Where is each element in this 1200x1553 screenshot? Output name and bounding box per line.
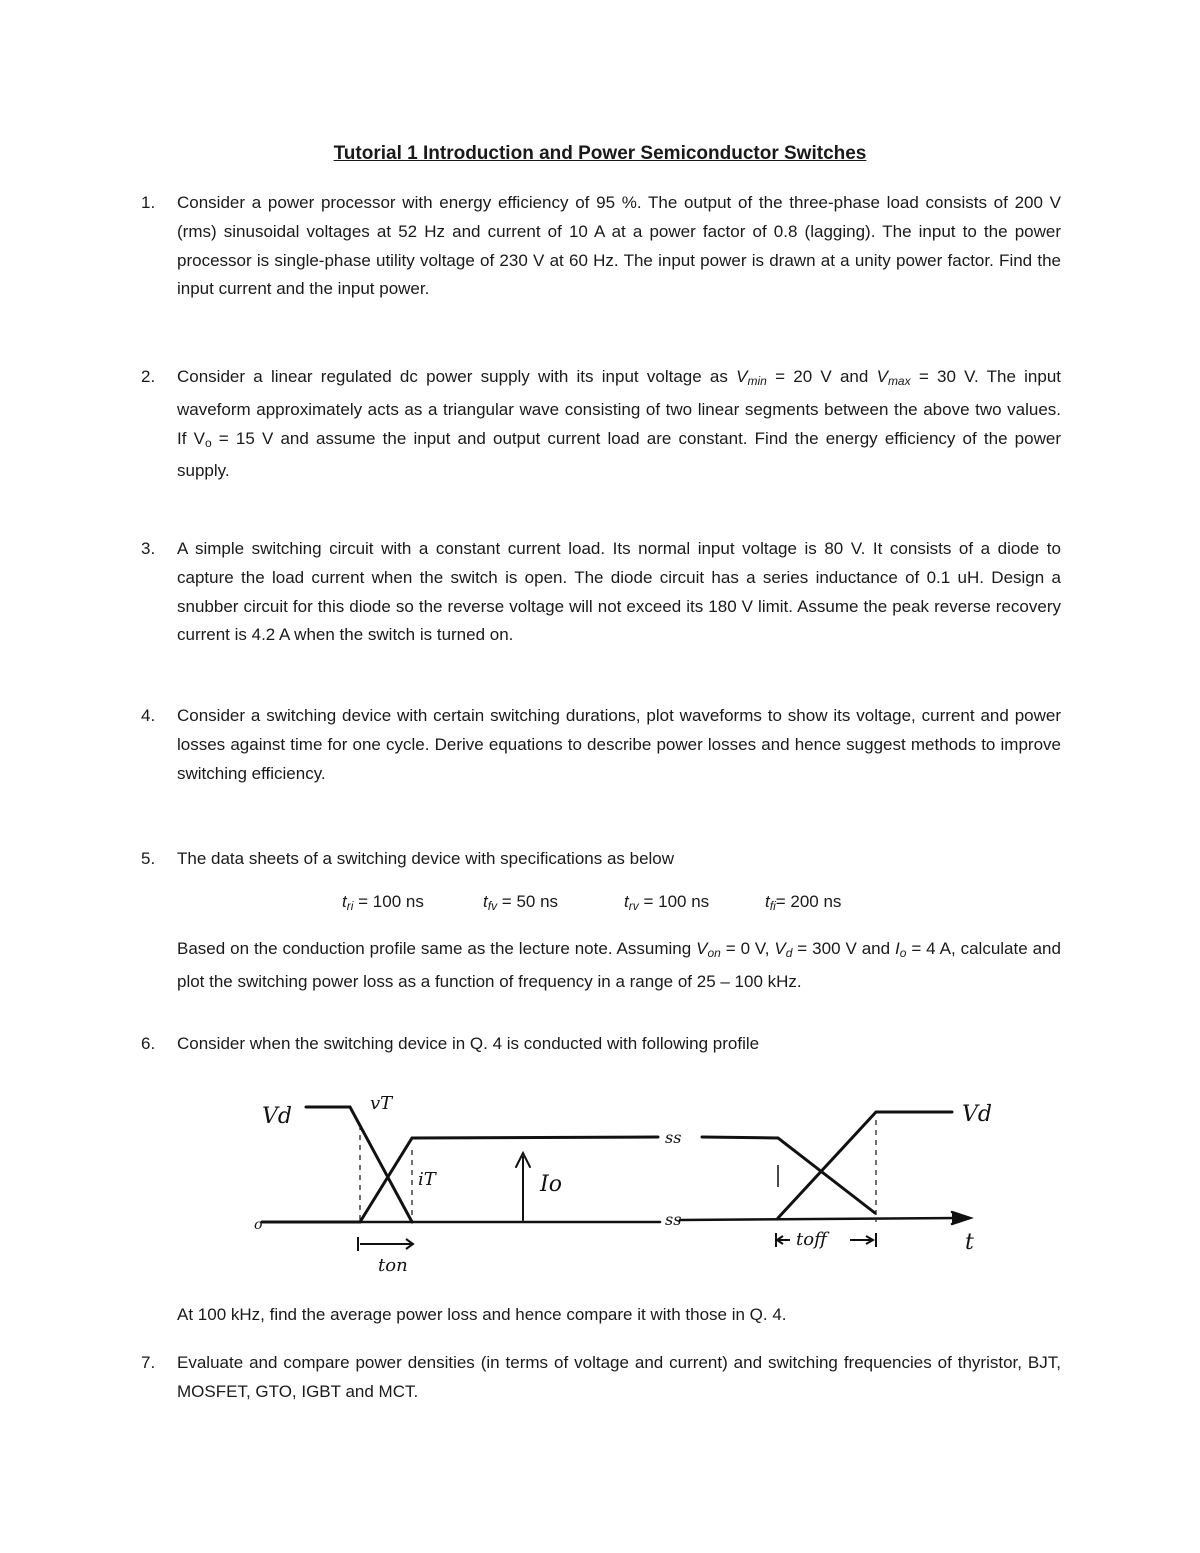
question-5-body — [141, 935, 1061, 997]
spec-tri: $t_{ri} = 100$ ns — [342, 892, 424, 913]
question-6-followup: At 100 kHz, find the average power loss and hence compare it with those in Q. 4. — [177, 1305, 787, 1324]
spec-trv: $t_{rv} = 100$ ns — [624, 892, 710, 913]
question-number: 5. — [141, 849, 156, 868]
page-title: Tutorial 1 Introduction and Power Semiconductor Switches — [333, 143, 867, 164]
question-5 — [141, 845, 1061, 874]
vd-left-label: Vd — [262, 1104, 292, 1129]
question-text: Consider a linear regulated dc power supply with its input voltage as $V_{min} = 20$ V and $V_{max} = 30$ V. The input waveform approximately acts as a triangular wave consisting of two linear segments between the above two values. If Vo = 15 V and assume the input and output current load are constant. Find the energy efficiency of the power supply. — [177, 367, 1062, 481]
question-7 — [141, 1349, 1061, 1407]
toff-dimension-right — [850, 1233, 876, 1247]
question-text: Consider a power processor with energy efficiency of 95 %. The output of the three-phase load consists of 200 V (rms) sinusoidal voltages at 52 Hz and current of 10 A at a power factor of 0.8 (lagging). The input to the power processor is single-phase utility voltage of 230 V at 60 Hz. The input power is drawn at a unity power factor. Find the input current and the input power. — [177, 193, 1061, 299]
question-text: The data sheets of a switching device with specifications as below — [177, 849, 675, 868]
question-number: 6. — [141, 1034, 156, 1053]
question-number: 4. — [141, 706, 156, 725]
vt-label: vT — [370, 1093, 393, 1114]
question-2 — [141, 363, 1061, 486]
break-mark-bottom: ss — [665, 1210, 682, 1229]
io-label: Io — [540, 1172, 562, 1197]
question-text: A simple switching circuit with a constant current load. Its normal input voltage is 80 V. It consists of a diode to capture the load current when the switch is open. The diode circuit has a series inductance of 0.1 uH. Design a snubber circuit for this diode so the reverse voltage will not exceed its 180 V limit. Assume the peak reverse recovery current is 4.2 A when the switch is turned on. — [177, 539, 1061, 645]
question-4 — [141, 702, 1061, 788]
question-6 — [141, 1030, 1061, 1059]
axis-segment — [680, 1218, 960, 1220]
ton-label: ton — [378, 1255, 408, 1276]
voltage-rise-line — [778, 1112, 952, 1218]
ton-dimension — [358, 1237, 413, 1251]
it-label: iT — [418, 1169, 436, 1190]
question-number: 3. — [141, 539, 156, 558]
question-3 — [141, 535, 1061, 650]
question-text: Consider a switching device with certain switching durations, plot waveforms to show its voltage, current and power losses against time for one cycle. Derive equations to describe power losses and hence suggest methods to improve switching efficiency. — [177, 706, 1061, 783]
toff-label: toff — [796, 1229, 827, 1250]
toff-dimension-left — [776, 1233, 790, 1247]
current-fall-line — [702, 1137, 875, 1213]
t-axis-label: t — [965, 1230, 974, 1255]
question-text: Evaluate and compare power densities (in terms of voltage and current) and switching frequencies of thyristor, BJT, MOSFET, GTO, IGBT and MCT. — [177, 1353, 1061, 1401]
question-text: Based on the conduction profile same as the lecture note. Assuming $V_{on} = 0$ V, $V_d = 300$ V and $I_o = 4$ A, calculate and plot the switching power loss as a function of frequency in a range of 25 – 100 kHz. — [177, 939, 1061, 991]
spec-tfv: $t_{fv} = 50$ ns — [483, 892, 559, 913]
zero-label: o — [254, 1217, 263, 1233]
spec-tfi: $t_{fi}= 200$ ns — [765, 892, 842, 913]
switching-waveform-diagram — [240, 1085, 1010, 1285]
t-axis-arrow — [952, 1212, 970, 1224]
break-mark-top: ss — [665, 1128, 682, 1147]
question-number: 1. — [141, 193, 156, 212]
question-text: Consider when the switching device in Q. 4 is conducted with following profile — [177, 1034, 760, 1053]
question-1 — [141, 189, 1061, 304]
question-number: 7. — [141, 1353, 156, 1372]
question-number: 2. — [141, 367, 156, 386]
vd-right-label: Vd — [962, 1102, 992, 1127]
